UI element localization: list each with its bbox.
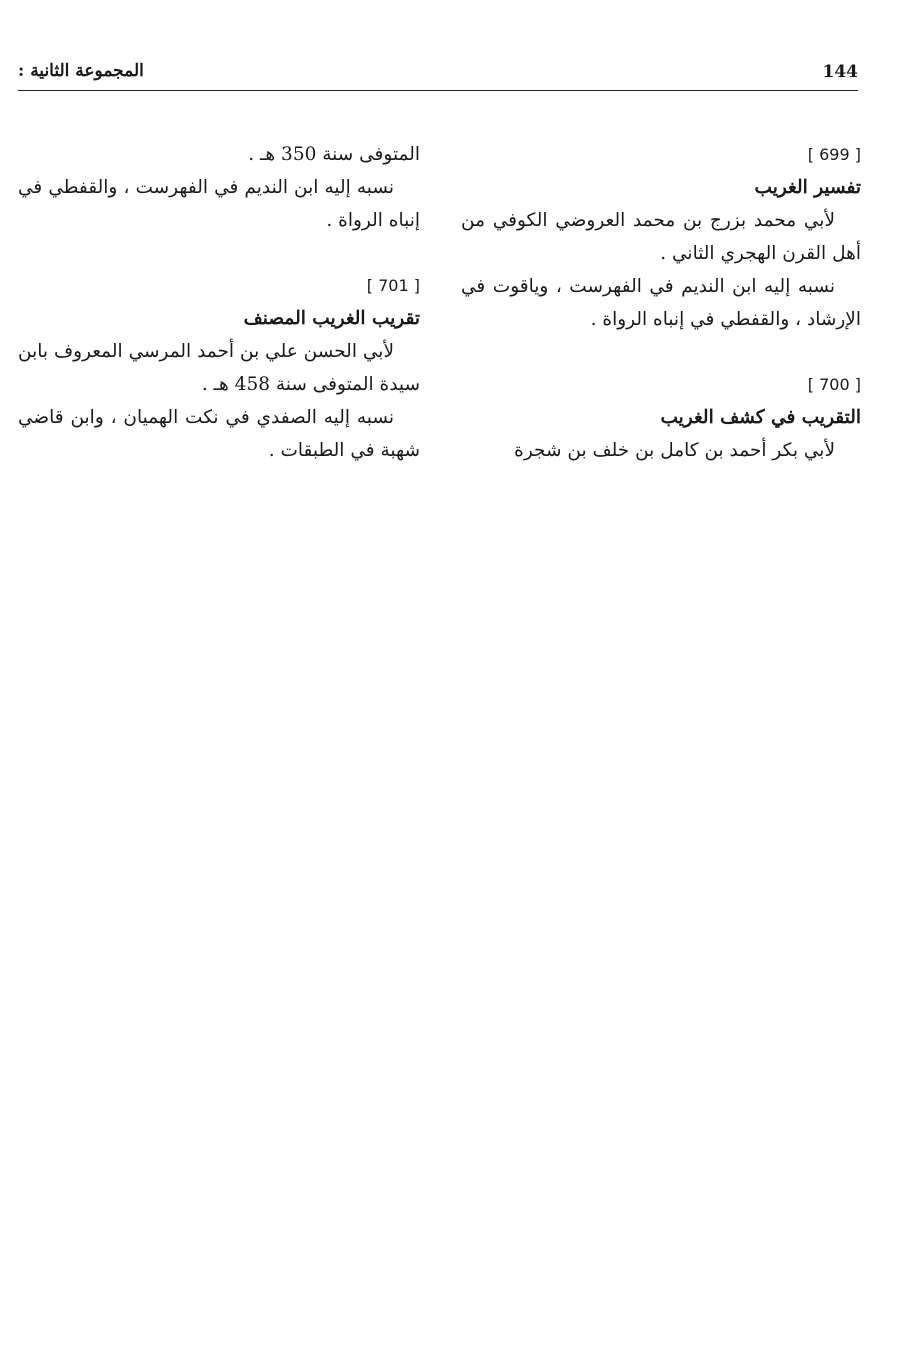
page-header bbox=[18, 56, 858, 91]
entry-number: [ 699 ] bbox=[807, 145, 861, 164]
left-column bbox=[18, 138, 420, 499]
continuation-text: المتوفى سنة 350 هـ . bbox=[248, 144, 420, 165]
entry-note: نسبه إليه الصفدي في نكت الهميان ، وابن قاضي شهبة في الطبقات . bbox=[18, 407, 420, 461]
page-number: 144 bbox=[822, 62, 858, 82]
entry-number: [ 700 ] bbox=[807, 375, 861, 394]
entry-note: نسبه إليه ابن النديم في الفهرست ، والقفطي في إنباه الرواة . bbox=[18, 177, 420, 231]
entry-700-continuation bbox=[18, 138, 420, 237]
entry-author: لأبي بكر أحمد بن كامل بن خلف بن شجرة bbox=[514, 440, 835, 461]
entry-author: لأبي محمد بزرج بن محمد العروضي الكوفي من أهل القرن الهجري الثاني . bbox=[461, 210, 861, 264]
entry-title: التقريب في كشف الغريب bbox=[660, 407, 861, 428]
entry-number: [ 701 ] bbox=[366, 276, 420, 295]
entry-author: لأبي الحسن علي بن أحمد المرسي المعروف بابن سيدة المتوفى سنة 458 هـ . bbox=[18, 341, 420, 395]
running-head: المجموعة الثانية : bbox=[18, 61, 144, 81]
entry-701 bbox=[18, 269, 420, 467]
entry-note: نسبه إليه ابن النديم في الفهرست ، وياقوت في الإرشاد ، والقفطي في إنباه الرواة . bbox=[461, 276, 861, 330]
entry-700 bbox=[461, 368, 861, 467]
entry-title: تقريب الغريب المصنف bbox=[243, 308, 420, 329]
right-column bbox=[461, 138, 861, 499]
entry-title: تفسير الغريب bbox=[754, 177, 861, 198]
entry-699 bbox=[461, 138, 861, 336]
